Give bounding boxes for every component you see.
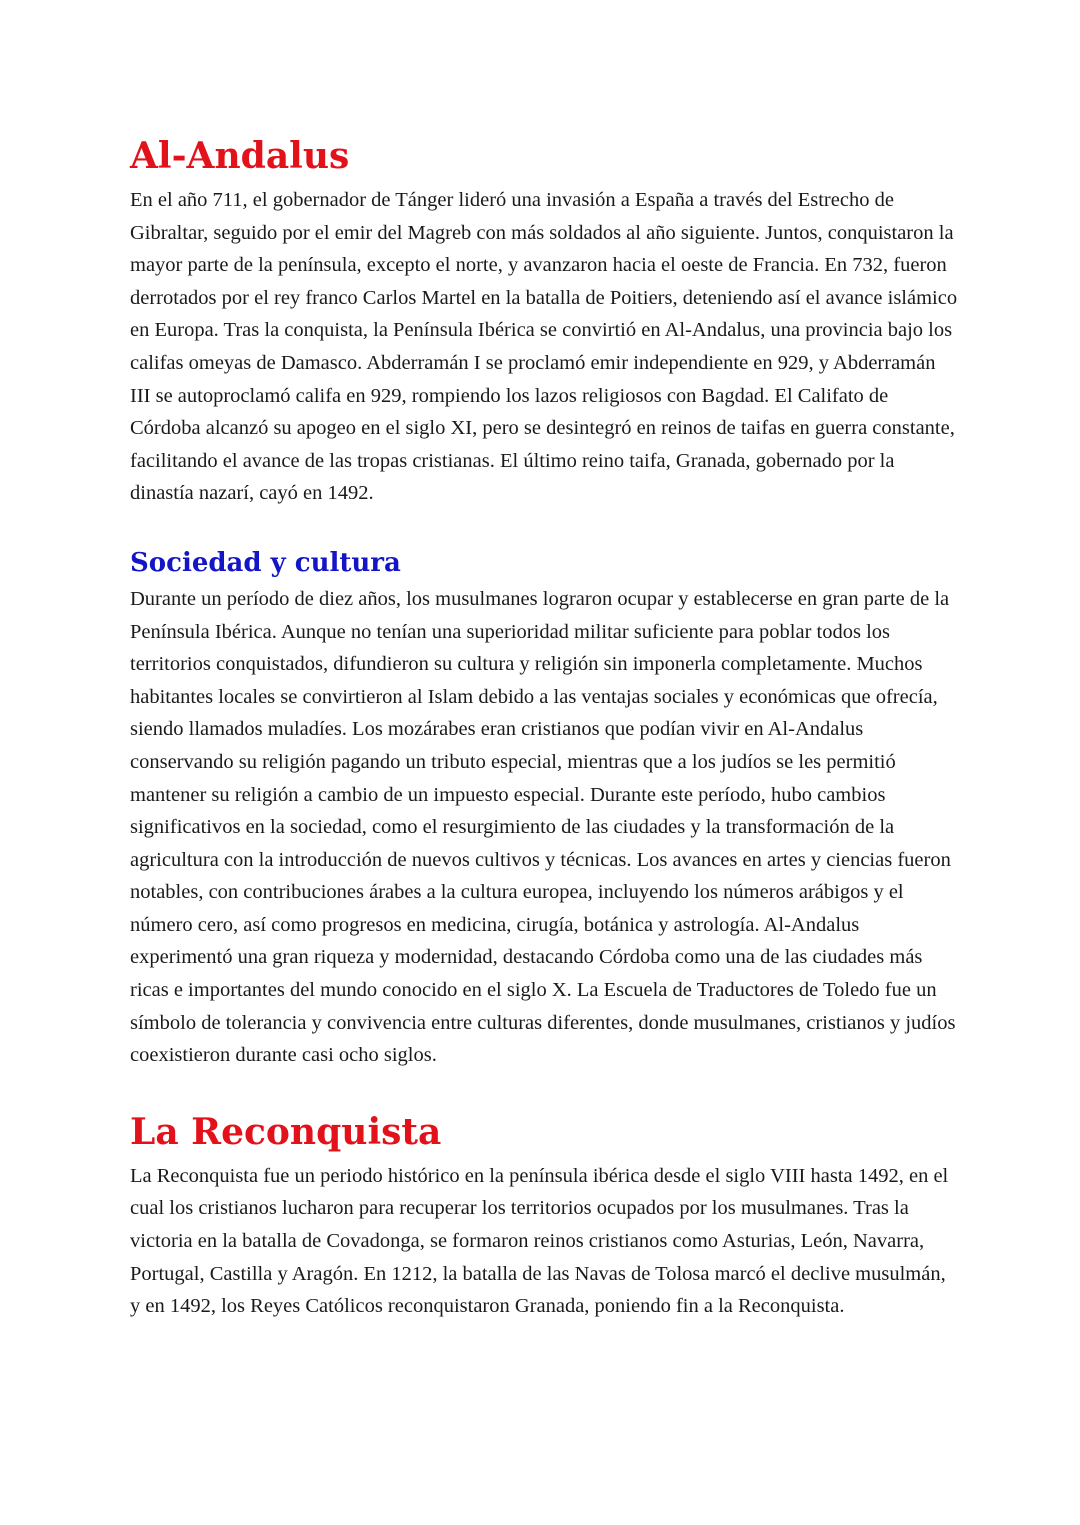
document-page [130, 128, 960, 1323]
paragraph-al-andalus: En el año 711, el gobernador de Tánger lideró una invasión a España a través del Estrecho de Gibraltar, seguido por el emir del Magreb con más soldados al año siguiente. Juntos, conquistaron la mayor parte de la península, excepto el norte, y avanzaron hacia el oeste de Francia. En 732, fueron derrotados por el rey franco Carlos Martel en la batalla de Poitiers, deteniendo así el avance islámico en Europa. Tras la conquista, la Península Ibérica se convirtió en Al-Andalus, una provincia bajo los califas omeyas de Damasco. Abderramán I se proclamó emir independiente en 929, y Abderramán III se autoproclamó califa en 929, rompiendo los lazos religiosos con Bagdad. El Califato de Córdoba alcanzó su apogeo en el siglo XI, pero se desintegró en reinos de taifas en guerra constante, facilitando el avance de las tropas cristianas. El último reino taifa, Granada, gobernado por la dinastía nazarí, cayó en 1492. [130, 189, 958, 505]
paragraph-la-reconquista: La Reconquista fue un periodo histórico en la península ibérica desde el siglo VIII hasta 1492, en el cual los cristianos lucharon para recuperar los territorios ocupados por los musulmanes. Tras la victoria en la batalla de Covadonga, se formaron reinos cristianos como Asturias, León, Navarra, Portugal, Castilla y Aragón. En 1212, la batalla de las Navas de Tolosa marcó el declive musulmán, y en 1492, los Reyes Católicos reconquistaron Granada, poniendo fin a la Reconquista. [130, 1164, 949, 1318]
heading-la-reconquista: La Reconquista [130, 1110, 442, 1153]
heading-sociedad-y-cultura: Sociedad y cultura [130, 547, 401, 578]
heading-al-andalus: Al-Andalus [130, 135, 350, 177]
paragraph-sociedad-y-cultura: Durante un período de diez años, los musulmanes lograron ocupar y establecerse en gran parte de la Península Ibérica. Aunque no tenían una superioridad militar suficiente para poblar todos los territorios conquistados, difundieron su cultura y religión sin imponerla completamente. Muchos habitantes locales se convirtieron al Islam debido a las ventajas sociales y económicas que ofrecía, siendo llamados muladíes. Los mozárabes eran cristianos que podían vivir en Al-Andalus conservando su religión pagando un tributo especial, mientras que a los judíos se les permitió mantener su religión a cambio de un impuesto especial. Durante este período, hubo cambios significativos en la sociedad, como el resurgimiento de las ciudades y la transformación de la agricultura con la introducción de nuevos cultivos y técnicas. Los avances en artes y ciencias fueron notables, con contribuciones árabes a la cultura europea, incluyendo los números arábigos y el número cero, así como progresos en medicina, cirugía, botánica y astrología. Al-Andalus experimentó una gran riqueza y modernidad, destacando Córdoba como una de las ciudades más ricas e importantes del mundo conocido en el siglo X. La Escuela de Traductores de Toledo fue un símbolo de tolerancia y convivencia entre culturas diferentes, donde musulmanes, cristianos y judíos coexistieron durante casi ocho siglos. [130, 587, 956, 1067]
